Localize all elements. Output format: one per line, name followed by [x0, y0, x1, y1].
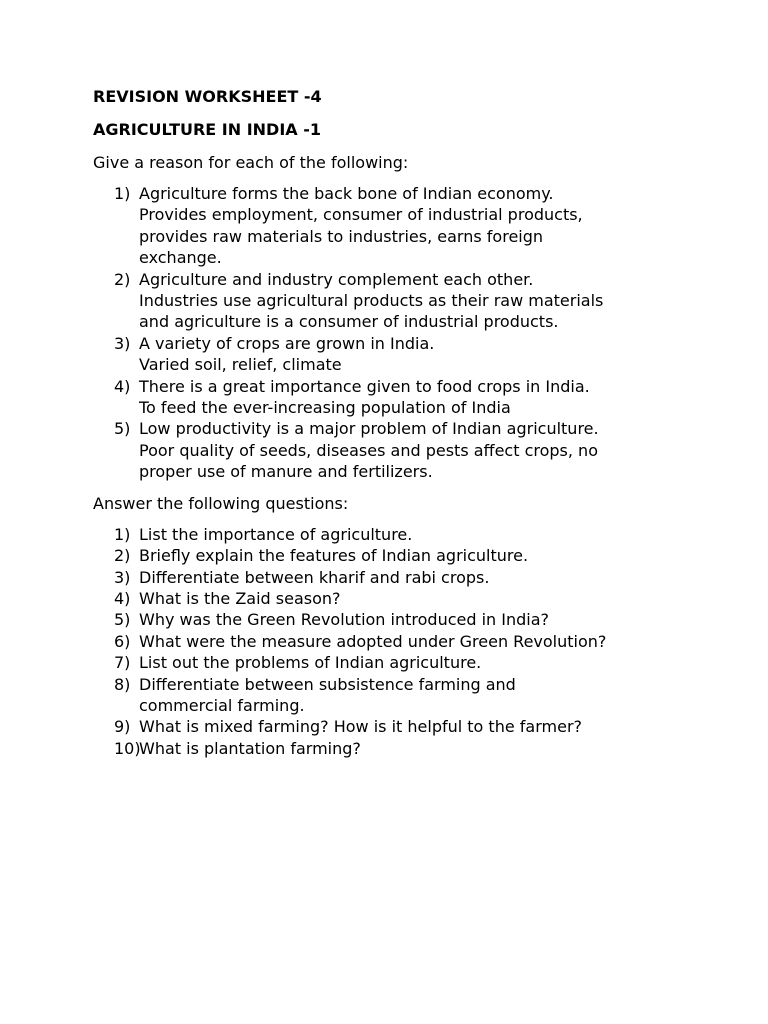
- item-number: 2): [114, 269, 131, 289]
- item-number: 4): [114, 376, 131, 396]
- question-item: [93, 674, 733, 717]
- reason-item: [93, 376, 733, 419]
- item-number: 1): [114, 524, 131, 544]
- reason-item: [93, 183, 733, 269]
- item-text-line: Agriculture forms the back bone of Indian economy.: [139, 184, 554, 203]
- item-text-line: and agriculture is a consumer of industrial products.: [139, 312, 559, 332]
- item-text-line: Industries use agricultural products as their raw materials: [139, 291, 604, 311]
- item-text-line: Briefly explain the features of Indian agriculture.: [139, 546, 529, 566]
- item-text-line: Poor quality of seeds, diseases and pests affect crops, no: [139, 440, 598, 460]
- item-number: 7): [114, 653, 131, 673]
- question-item: [93, 609, 733, 630]
- question-item: [93, 588, 733, 609]
- item-text-line: What is the Zaid season?: [139, 588, 341, 608]
- item-text-line: List the importance of agriculture.: [139, 524, 413, 544]
- item-text-line: List out the problems of Indian agriculture.: [139, 653, 482, 673]
- item-text-line: exchange.: [139, 248, 222, 268]
- item-number: 8): [114, 674, 131, 694]
- item-text-line: What is mixed farming? How is it helpful to the farmer?: [139, 717, 583, 737]
- item-text-line: Low productivity is a major problem of Indian agriculture.: [139, 419, 599, 439]
- item-number: 10): [114, 738, 141, 758]
- item-text-line: proper use of manure and fertilizers.: [139, 462, 433, 482]
- item-number: 6): [114, 631, 131, 651]
- item-number: 2): [114, 546, 131, 566]
- item-text-line: Agriculture and industry complement each other.: [139, 269, 534, 289]
- item-number: 3): [114, 333, 131, 353]
- item-text-line: A variety of crops are grown in India.: [139, 333, 435, 353]
- item-text-line: Varied soil, relief, climate: [139, 355, 342, 375]
- item-text-line: commercial farming.: [139, 695, 305, 715]
- item-text-line: Why was the Green Revolution introduced in India?: [139, 610, 550, 630]
- question-item: [93, 567, 733, 588]
- worksheet-title: REVISION WORKSHEET -4: [93, 87, 322, 106]
- item-number: 3): [114, 567, 131, 587]
- questions-list: [93, 524, 733, 759]
- item-text-line: Provides employment, consumer of industrial products,: [139, 205, 583, 225]
- item-number: 5): [114, 610, 131, 630]
- item-text-line: There is a great importance given to food crops in India.: [139, 376, 590, 396]
- question-item: [93, 631, 733, 652]
- item-number: 9): [114, 717, 131, 737]
- question-item: [93, 652, 733, 673]
- item-text-line: Differentiate between kharif and rabi crops.: [139, 567, 490, 587]
- question-item: [93, 738, 733, 759]
- reason-item: [93, 418, 733, 482]
- item-number: 5): [114, 419, 131, 439]
- worksheet: [93, 86, 733, 759]
- question-item: [93, 716, 733, 737]
- reason-item: [93, 269, 733, 333]
- item-text-line: Differentiate between subsistence farming and: [139, 674, 516, 694]
- question-item: [93, 545, 733, 566]
- reasons-intro: Give a reason for each of the following:: [93, 153, 409, 172]
- item-text-line: provides raw materials to industries, earns foreign: [139, 226, 544, 246]
- questions-intro: Answer the following questions:: [93, 493, 349, 513]
- item-number: 4): [114, 588, 131, 608]
- question-item: [93, 524, 733, 545]
- item-text-line: To feed the ever-increasing population of India: [139, 398, 511, 418]
- reasons-list: [93, 183, 733, 483]
- item-text-line: What were the measure adopted under Green Revolution?: [139, 631, 607, 651]
- item-text-line: What is plantation farming?: [139, 738, 361, 758]
- reason-item: [93, 333, 733, 376]
- item-number: 1): [114, 184, 131, 203]
- worksheet-subtitle: AGRICULTURE IN INDIA -1: [93, 120, 322, 139]
